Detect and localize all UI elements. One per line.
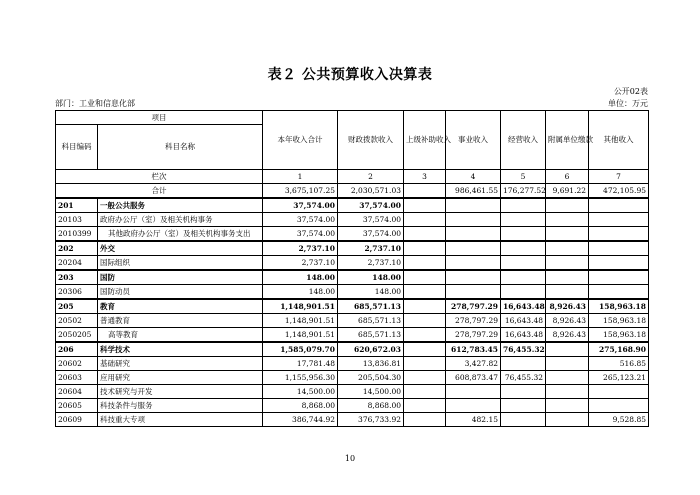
table-row bbox=[56, 314, 649, 328]
value-cell: 2,737.10 bbox=[263, 256, 338, 271]
table-row bbox=[56, 227, 649, 242]
subject-name: 国防 bbox=[98, 270, 263, 285]
col-header-fiscal-allocation: 财政拨款收入 bbox=[338, 111, 404, 170]
table-row bbox=[56, 399, 649, 413]
subject-name: 普通教育 bbox=[98, 314, 263, 328]
table-row bbox=[56, 241, 649, 256]
value-cell: 3,427.82 bbox=[446, 357, 501, 371]
value-cell: 482.15 bbox=[446, 413, 501, 427]
report-title: 表２ 公共预算收入决算表 bbox=[267, 67, 433, 83]
value-cell bbox=[589, 399, 649, 413]
column-index-row bbox=[56, 170, 649, 184]
value-cell: 37,574.00 bbox=[338, 213, 404, 227]
value-cell: 148.00 bbox=[338, 285, 404, 300]
value-cell: 278,797.29 bbox=[446, 328, 501, 343]
subject-code: 20602 bbox=[56, 357, 98, 371]
total-cell: 3,675,107.25 bbox=[263, 184, 338, 199]
table-row bbox=[56, 357, 649, 371]
value-cell: 16,643.48 bbox=[501, 328, 546, 343]
value-cell: 37,574.00 bbox=[338, 198, 404, 213]
unit-label: 单位：万元 bbox=[608, 99, 648, 108]
value-cell bbox=[501, 399, 546, 413]
value-cell bbox=[546, 357, 589, 371]
value-cell bbox=[501, 357, 546, 371]
value-cell bbox=[589, 241, 649, 256]
subject-name: 国防动员 bbox=[98, 285, 263, 300]
value-cell: 148.00 bbox=[338, 270, 404, 285]
table-row bbox=[56, 213, 649, 227]
value-cell: 37,574.00 bbox=[263, 213, 338, 227]
subject-name: 一般公共服务 bbox=[98, 198, 263, 213]
value-cell bbox=[404, 213, 446, 227]
value-cell bbox=[546, 241, 589, 256]
value-cell: 37,574.00 bbox=[263, 227, 338, 242]
value-cell: 612,783.45 bbox=[446, 342, 501, 357]
code-header: 科目编码 bbox=[56, 125, 98, 170]
value-cell bbox=[404, 299, 446, 314]
value-cell: 205,504.30 bbox=[338, 371, 404, 385]
value-cell bbox=[446, 241, 501, 256]
value-cell bbox=[546, 227, 589, 242]
value-cell: 278,797.29 bbox=[446, 299, 501, 314]
value-cell: 16,643.48 bbox=[501, 314, 546, 328]
subject-code: 20605 bbox=[56, 399, 98, 413]
value-cell bbox=[404, 385, 446, 399]
value-cell bbox=[546, 371, 589, 385]
value-cell bbox=[404, 399, 446, 413]
value-cell: 1,585,079.70 bbox=[263, 342, 338, 357]
value-cell: 278,797.29 bbox=[446, 314, 501, 328]
value-cell: 516.85 bbox=[589, 357, 649, 371]
subject-name: 应用研究 bbox=[98, 371, 263, 385]
table-row bbox=[56, 299, 649, 314]
value-cell: 8,926.43 bbox=[546, 328, 589, 343]
value-cell bbox=[546, 270, 589, 285]
col-header-business-income: 事业收入 bbox=[446, 111, 501, 170]
value-cell bbox=[501, 285, 546, 300]
subject-code: 20603 bbox=[56, 371, 98, 385]
value-cell bbox=[501, 413, 546, 427]
value-cell: 76,455.32 bbox=[501, 371, 546, 385]
total-cell: 9,691.22 bbox=[546, 184, 589, 199]
value-cell: 148.00 bbox=[263, 270, 338, 285]
value-cell: 608,873.47 bbox=[446, 371, 501, 385]
table-row bbox=[56, 413, 649, 427]
subject-name: 科学技术 bbox=[98, 342, 263, 357]
value-cell bbox=[446, 256, 501, 271]
value-cell: 1,155,956.30 bbox=[263, 371, 338, 385]
value-cell: 17,781.48 bbox=[263, 357, 338, 371]
col-index-label: 栏次 bbox=[56, 170, 263, 184]
subject-code: 20103 bbox=[56, 213, 98, 227]
value-cell: 1,148,901.51 bbox=[263, 314, 338, 328]
value-cell bbox=[501, 227, 546, 242]
value-cell: 76,455.32 bbox=[501, 342, 546, 357]
value-cell: 158,963.18 bbox=[589, 328, 649, 343]
value-cell: 14,500.00 bbox=[263, 385, 338, 399]
value-cell: 8,926.43 bbox=[546, 299, 589, 314]
value-cell: 13,836.81 bbox=[338, 357, 404, 371]
value-cell bbox=[589, 213, 649, 227]
col-number: 2 bbox=[338, 170, 404, 184]
value-cell bbox=[546, 213, 589, 227]
subject-code: 202 bbox=[56, 241, 98, 256]
value-cell bbox=[404, 227, 446, 242]
value-cell bbox=[404, 342, 446, 357]
value-cell bbox=[589, 227, 649, 242]
value-cell bbox=[501, 241, 546, 256]
value-cell: 2,737.10 bbox=[263, 241, 338, 256]
value-cell bbox=[501, 270, 546, 285]
value-cell bbox=[446, 213, 501, 227]
value-cell bbox=[404, 198, 446, 213]
subject-code: 2010399 bbox=[56, 227, 98, 242]
col-header-superior-subsidy: 上级补助收入 bbox=[404, 111, 446, 170]
value-cell: 2,737.10 bbox=[338, 241, 404, 256]
page-number: 10 bbox=[344, 454, 356, 463]
subject-name: 高等教育 bbox=[98, 328, 263, 343]
col-header-operating-income: 经营收入 bbox=[501, 111, 546, 170]
value-cell bbox=[404, 285, 446, 300]
value-cell bbox=[404, 314, 446, 328]
value-cell bbox=[404, 413, 446, 427]
header-row-project bbox=[56, 111, 649, 125]
value-cell bbox=[546, 385, 589, 399]
value-cell: 9,528.85 bbox=[589, 413, 649, 427]
col-header-affiliate-payment: 附属单位缴款 bbox=[546, 111, 589, 170]
subject-name: 科技条件与服务 bbox=[98, 399, 263, 413]
subject-name: 科技重大专项 bbox=[98, 413, 263, 427]
value-cell: 685,571.13 bbox=[338, 328, 404, 343]
value-cell bbox=[446, 227, 501, 242]
value-cell bbox=[501, 256, 546, 271]
subject-name: 国际组织 bbox=[98, 256, 263, 271]
subject-name: 外交 bbox=[98, 241, 263, 256]
table-row bbox=[56, 328, 649, 343]
subject-code: 20604 bbox=[56, 385, 98, 399]
subject-code: 2050205 bbox=[56, 328, 98, 343]
col-number: 6 bbox=[546, 170, 589, 184]
col-number: 3 bbox=[404, 170, 446, 184]
value-cell bbox=[446, 198, 501, 213]
value-cell bbox=[404, 241, 446, 256]
value-cell: 37,574.00 bbox=[263, 198, 338, 213]
value-cell bbox=[546, 413, 589, 427]
value-cell bbox=[446, 385, 501, 399]
value-cell: 685,571.13 bbox=[338, 314, 404, 328]
subject-name: 技术研究与开发 bbox=[98, 385, 263, 399]
table-row bbox=[56, 198, 649, 213]
value-cell bbox=[501, 213, 546, 227]
value-cell bbox=[404, 270, 446, 285]
table-row bbox=[56, 371, 649, 385]
value-cell bbox=[546, 198, 589, 213]
col-header-total-income: 本年收入合计 bbox=[263, 111, 338, 170]
table-row bbox=[56, 342, 649, 357]
value-cell: 1,148,901.51 bbox=[263, 299, 338, 314]
value-cell bbox=[546, 342, 589, 357]
value-cell bbox=[546, 285, 589, 300]
col-number: 5 bbox=[501, 170, 546, 184]
value-cell bbox=[589, 270, 649, 285]
form-number: 公开02表 bbox=[613, 87, 648, 96]
subject-code: 206 bbox=[56, 342, 98, 357]
value-cell bbox=[589, 256, 649, 271]
value-cell: 265,123.21 bbox=[589, 371, 649, 385]
value-cell: 1,148,901.51 bbox=[263, 328, 338, 343]
value-cell bbox=[546, 399, 589, 413]
value-cell: 620,672.03 bbox=[338, 342, 404, 357]
project-header: 项目 bbox=[56, 111, 263, 125]
value-cell: 158,963.18 bbox=[589, 299, 649, 314]
col-number: 7 bbox=[589, 170, 649, 184]
col-header-other-income: 其他收入 bbox=[589, 111, 649, 170]
name-header: 科目名称 bbox=[98, 125, 263, 170]
value-cell: 14,500.00 bbox=[338, 385, 404, 399]
total-label: 合计 bbox=[56, 184, 263, 199]
subject-code: 20502 bbox=[56, 314, 98, 328]
table-row bbox=[56, 270, 649, 285]
col-number: 1 bbox=[263, 170, 338, 184]
value-cell bbox=[501, 198, 546, 213]
table-row bbox=[56, 385, 649, 399]
value-cell bbox=[404, 328, 446, 343]
table-row bbox=[56, 256, 649, 271]
value-cell bbox=[501, 385, 546, 399]
col-number: 4 bbox=[446, 170, 501, 184]
value-cell bbox=[589, 198, 649, 213]
value-cell bbox=[404, 371, 446, 385]
value-cell bbox=[589, 385, 649, 399]
value-cell: 37,574.00 bbox=[338, 227, 404, 242]
subject-code: 20204 bbox=[56, 256, 98, 271]
subject-code: 20609 bbox=[56, 413, 98, 427]
subject-name: 教育 bbox=[98, 299, 263, 314]
total-cell: 986,461.55 bbox=[446, 184, 501, 199]
value-cell bbox=[446, 399, 501, 413]
totals-row bbox=[56, 184, 649, 199]
total-cell bbox=[404, 184, 446, 199]
value-cell: 8,926.43 bbox=[546, 314, 589, 328]
table-row bbox=[56, 285, 649, 300]
value-cell: 2,737.10 bbox=[338, 256, 404, 271]
department-label: 部门：工业和信息化部 bbox=[55, 99, 135, 108]
value-cell: 275,168.90 bbox=[589, 342, 649, 357]
value-cell bbox=[446, 285, 501, 300]
value-cell: 8,868.00 bbox=[263, 399, 338, 413]
value-cell: 158,963.18 bbox=[589, 314, 649, 328]
value-cell: 376,733.92 bbox=[338, 413, 404, 427]
budget-revenue-table bbox=[55, 110, 649, 427]
total-cell: 176,277.52 bbox=[501, 184, 546, 199]
value-cell: 148.00 bbox=[263, 285, 338, 300]
value-cell: 16,643.48 bbox=[501, 299, 546, 314]
value-cell: 8,868.00 bbox=[338, 399, 404, 413]
subject-name: 基础研究 bbox=[98, 357, 263, 371]
subject-name: 其他政府办公厅（室）及相关机构事务支出 bbox=[98, 227, 263, 242]
value-cell bbox=[404, 357, 446, 371]
subject-code: 205 bbox=[56, 299, 98, 314]
value-cell bbox=[589, 285, 649, 300]
subject-code: 203 bbox=[56, 270, 98, 285]
subject-name: 政府办公厅（室）及相关机构事务 bbox=[98, 213, 263, 227]
subject-code: 201 bbox=[56, 198, 98, 213]
subject-code: 20306 bbox=[56, 285, 98, 300]
total-cell: 2,030,571.03 bbox=[338, 184, 404, 199]
value-cell: 685,571.13 bbox=[338, 299, 404, 314]
total-cell: 472,105.95 bbox=[589, 184, 649, 199]
value-cell bbox=[404, 256, 446, 271]
value-cell bbox=[546, 256, 589, 271]
value-cell: 386,744.92 bbox=[263, 413, 338, 427]
value-cell bbox=[446, 270, 501, 285]
